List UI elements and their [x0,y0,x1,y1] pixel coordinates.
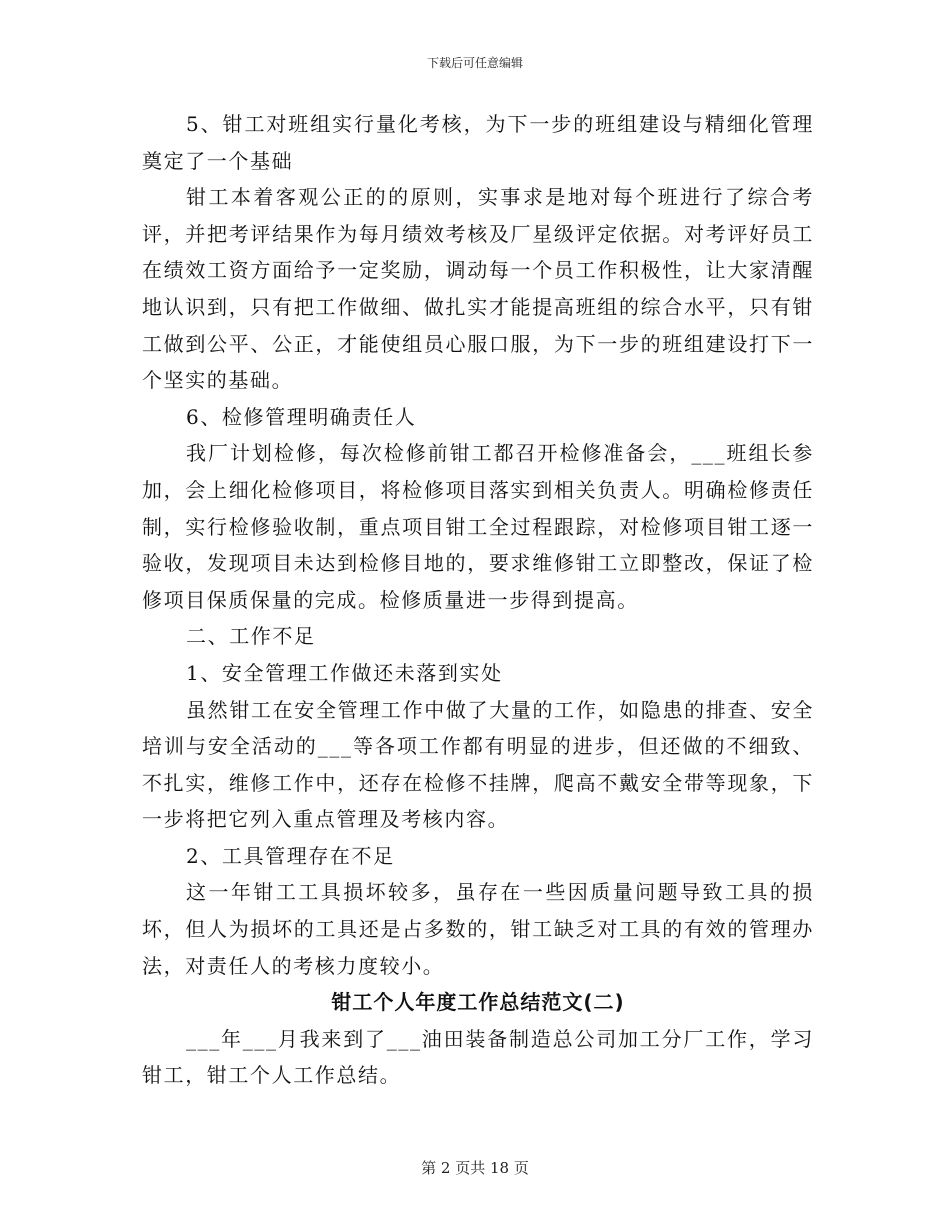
paragraph-tools-heading: 2、工具管理存在不足 [186,843,395,868]
paragraph-safety: 虽然钳工在安全管理工作中做了大量的工作，如隐患的排查、安全培训与安全活动的___等各项工作都有明显的进步，但还做的不细致、不扎实，维修工作中，还存在检修不挂牌，爬高不戴安全带等现象，下一步将把它列入重点管理及考核内容。 [142,697,814,832]
paragraph-safety-heading: 1、安全管理工作做还未落到实处 [186,660,503,685]
paragraph-section-5-heading: 5、钳工对班组实行量化考核，为下一步的班组建设与精细化管理奠定了一个基础 [142,112,814,173]
paragraph-section-6-heading: 6、检修管理明确责任人 [186,404,417,429]
paragraph-tools: 这一年钳工工具损坏较多，虽存在一些因质量问题导致工具的损坏，但人为损坏的工具还是占多数的，钳工缺乏对工具的有效的管理办法，对责任人的考核力度较小。 [142,880,814,978]
paragraph-maintenance: 我厂计划检修，每次检修前钳工都召开检修准备会，___班组长参加，会上细化检修项目，将检修项目落实到相关负责人。明确检修责任制，实行检修验收制，重点项目钳工全过程跟踪，对检修项目钳工逐一验收，发现项目未达到检修目地的，要求维修钳工立即整改，保证了检修项目保质保量的完成。检修质量进一步得到提高。 [142,441,814,612]
page-header: 下载后可任意编辑 [426,56,523,70]
paragraph-shortcomings-heading: 二、工作不足 [186,624,316,649]
paragraph-intro: ___年___月我来到了___油田装备制造总公司加工分厂工作，学习钳工，钳工个人工作总结。 [142,1026,814,1088]
document-body [142,106,814,1094]
article-title: 钳工个人年度工作总结范文(二) [331,990,625,1015]
paragraph-assessment: 钳工本着客观公正的的原则，实事求是地对每个班进行了综合考评，并把考评结果作为每月绩效考核及厂星级评定依据。对考评好员工在绩效工资方面给予一定奖励，调动每一个员工作积极性，让大家清醒地认识到，只有把工作做细、做扎实才能提高班组的综合水平，只有钳工做到公平、公正，才能使组员心服口服，为下一步的班组建设打下一个坚实的基础。 [142,185,814,393]
page-footer: 第 2 页共 18 页 [421,1159,529,1177]
